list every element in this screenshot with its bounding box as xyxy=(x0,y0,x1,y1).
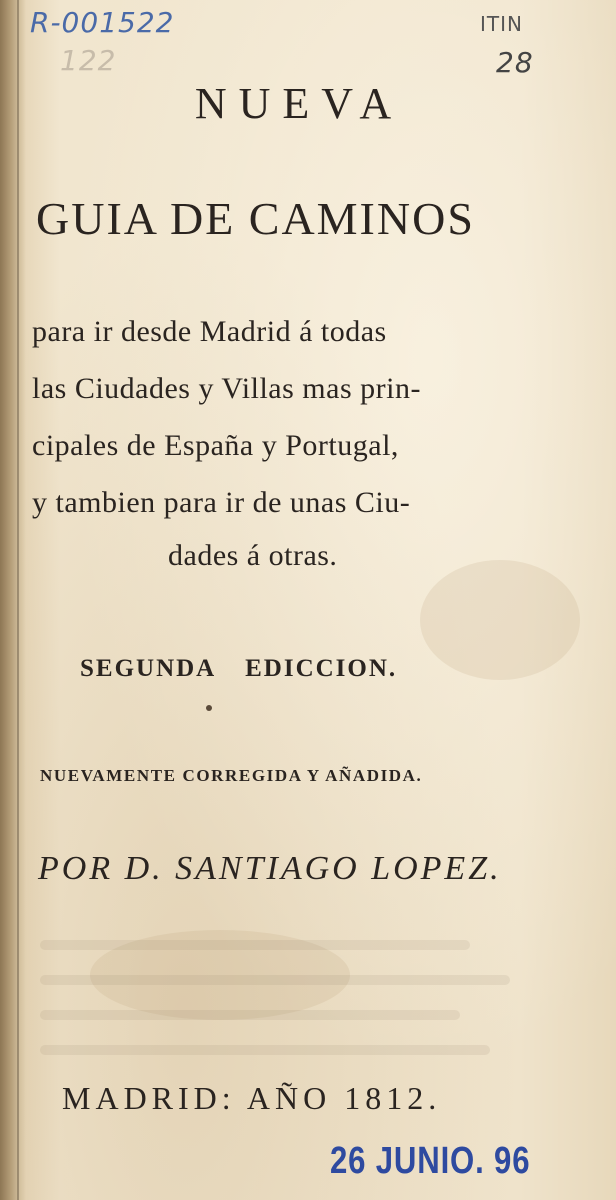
faint-pencil-annotation: 122 xyxy=(60,44,117,77)
book-spine-shadow xyxy=(0,0,26,1200)
library-date-stamp: 26 JUNIO. 96 xyxy=(330,1140,531,1182)
subtitle-line: para ir desde Madrid á todas xyxy=(32,315,387,348)
edition-statement: SEGUNDA EDICCION. xyxy=(80,655,398,682)
subtitle-line: cipales de España y Portugal, xyxy=(32,429,399,462)
subtitle-line: y tambien para ir de unas Ciu- xyxy=(32,486,411,519)
revision-note: NUEVAMENTE CORREGIDA Y AÑADIDA. xyxy=(40,766,423,785)
shelf-mark-label: ITIN xyxy=(480,12,523,36)
title-line-2: GUIA DE CAMINOS xyxy=(36,193,475,244)
show-through-text xyxy=(40,1045,490,1055)
author-line: POR D. SANTIAGO LOPEZ. xyxy=(38,850,502,887)
shelf-mark-number: 28 xyxy=(496,46,534,79)
subtitle-line: las Ciudades y Villas mas prin- xyxy=(32,372,421,405)
show-through-text xyxy=(40,1010,460,1020)
show-through-text xyxy=(40,940,470,950)
title-line-1: NUEVA xyxy=(194,79,404,128)
subtitle-line: dades á otras. xyxy=(168,539,338,572)
spine-fold-line xyxy=(17,0,19,1200)
accession-number-annotation: R-001522 xyxy=(30,6,175,39)
show-through-text xyxy=(40,975,510,985)
printer-dot-ornament xyxy=(206,705,212,711)
imprint-line: MADRID: AÑO 1812. xyxy=(62,1080,442,1116)
